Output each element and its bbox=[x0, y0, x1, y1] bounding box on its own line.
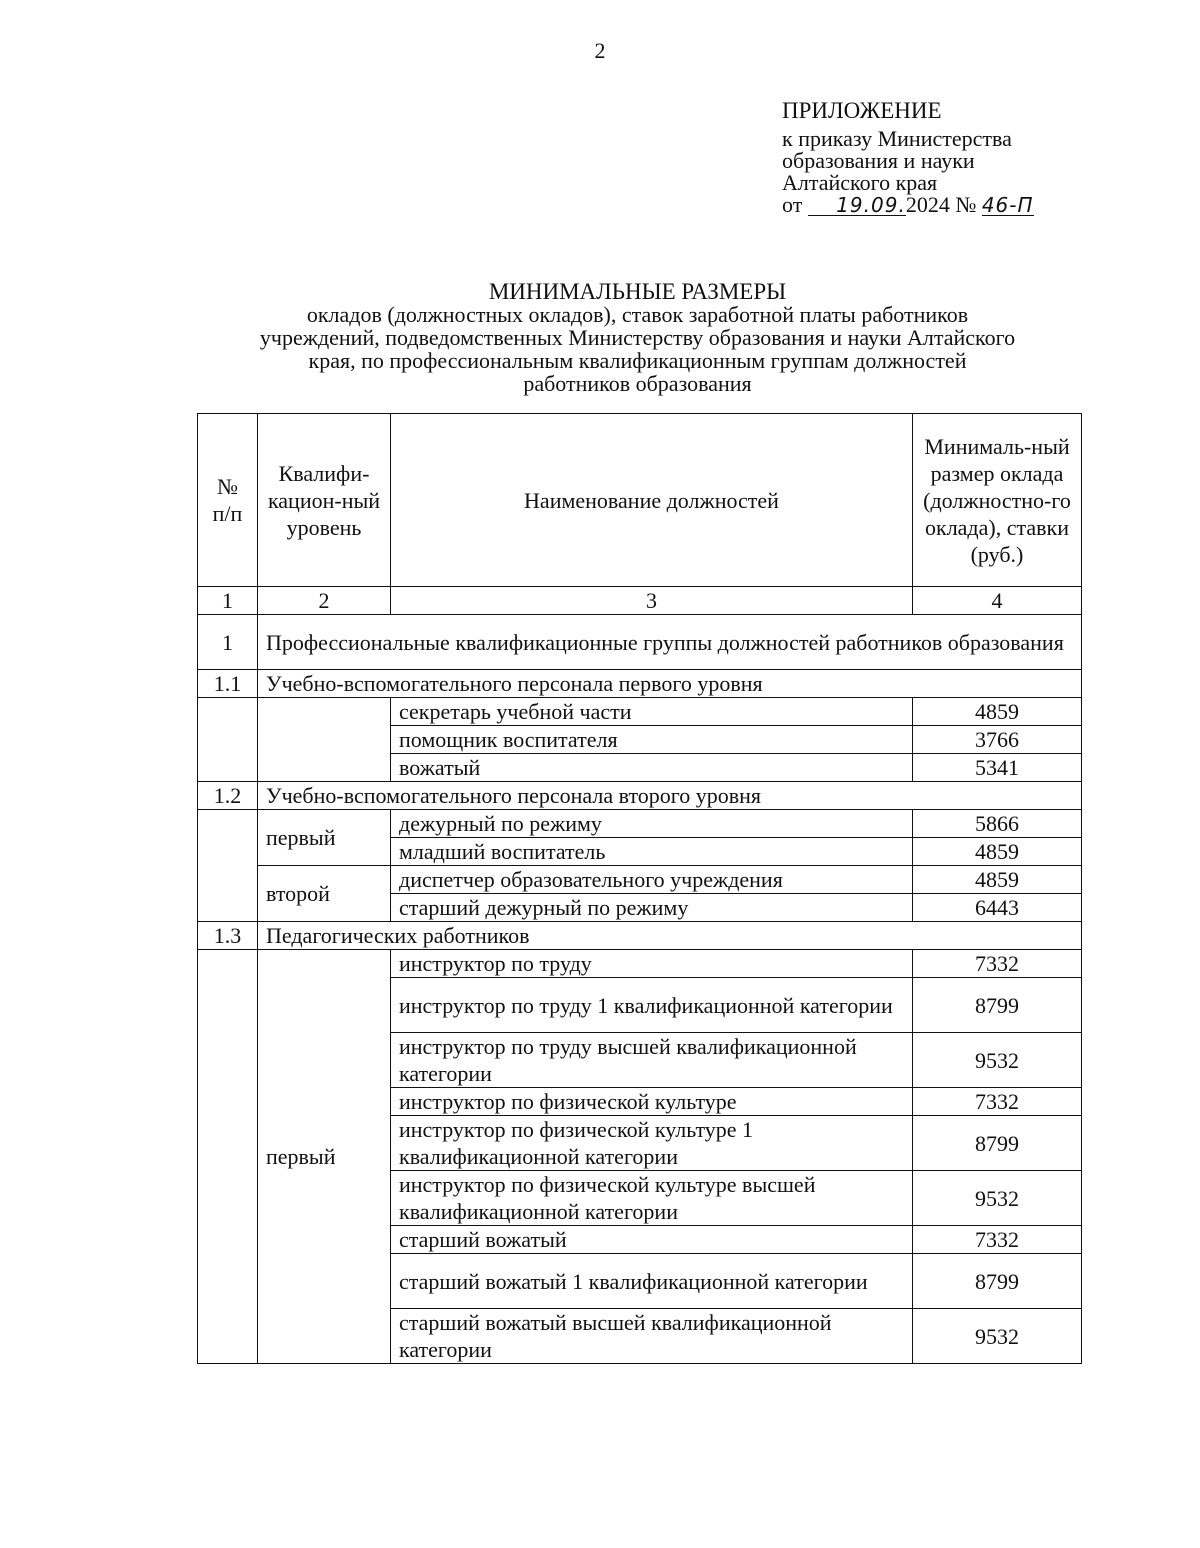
position-cell: диспетчер образовательного учреждения bbox=[391, 866, 913, 894]
position-cell: инструктор по физической культуре высшей квалификационной категории bbox=[391, 1171, 913, 1226]
position-cell: помощник воспитателя bbox=[391, 726, 913, 754]
salary-cell: 4859 bbox=[913, 866, 1082, 894]
salary-cell: 7332 bbox=[913, 950, 1082, 978]
table-header-row bbox=[198, 414, 1082, 587]
date-prefix: от bbox=[782, 192, 803, 217]
empty-level-cell bbox=[258, 698, 391, 782]
section-title: Педагогических работников bbox=[258, 922, 1082, 950]
position-cell: старший дежурный по режиму bbox=[391, 894, 913, 922]
salary-cell: 4859 bbox=[913, 698, 1082, 726]
salary-cell: 6443 bbox=[913, 894, 1082, 922]
group-index: 1 bbox=[198, 615, 258, 670]
table-row bbox=[198, 698, 1082, 726]
title-line: учреждений, подведомственных Министерству образования и науки Алтайского bbox=[259, 325, 1016, 350]
salary-cell: 5341 bbox=[913, 754, 1082, 782]
column-number: 4 bbox=[913, 587, 1082, 615]
salary-cell: 7332 bbox=[913, 1088, 1082, 1116]
column-number: 1 bbox=[198, 587, 258, 615]
salary-cell: 7332 bbox=[913, 1226, 1082, 1254]
header-number: № п/п bbox=[198, 414, 258, 587]
group-title: Профессиональные квалификационные группы должностей работников образования bbox=[258, 615, 1082, 670]
section-row bbox=[198, 922, 1082, 950]
document-title bbox=[180, 280, 1095, 395]
column-number: 3 bbox=[391, 587, 913, 615]
column-number-row bbox=[198, 587, 1082, 615]
position-cell: инструктор по труду bbox=[391, 950, 913, 978]
section-index: 1.3 bbox=[198, 922, 258, 950]
position-cell: инструктор по труду высшей квалификационной категории bbox=[391, 1033, 913, 1088]
appendix-heading: ПРИЛОЖЕНИЕ bbox=[782, 98, 942, 123]
level-cell: второй bbox=[258, 866, 391, 922]
header-level: Квалифи-кацион-ный уровень bbox=[258, 414, 391, 587]
salary-cell: 4859 bbox=[913, 838, 1082, 866]
position-cell: дежурный по режиму bbox=[391, 810, 913, 838]
salary-table bbox=[197, 413, 1082, 1364]
header-salary: Минималь-ный размер оклада (должностно-го оклада), ставки (руб.) bbox=[913, 414, 1082, 587]
position-cell: инструктор по физической культуре 1 квалификационной категории bbox=[391, 1116, 913, 1171]
level-cell: первый bbox=[258, 810, 391, 866]
position-cell: инструктор по физической культуре bbox=[391, 1088, 913, 1116]
position-cell: старший вожатый 1 квалификационной категории bbox=[391, 1254, 913, 1309]
appendix-line: к приказу Министерства bbox=[782, 126, 1012, 151]
level-cell: первый bbox=[258, 950, 391, 1364]
position-cell: инструктор по труду 1 квалификационной категории bbox=[391, 978, 913, 1033]
salary-cell: 8799 bbox=[913, 978, 1082, 1033]
salary-cell: 3766 bbox=[913, 726, 1082, 754]
position-cell: младший воспитатель bbox=[391, 838, 913, 866]
position-cell: вожатый bbox=[391, 754, 913, 782]
salary-cell: 8799 bbox=[913, 1254, 1082, 1309]
salary-cell: 8799 bbox=[913, 1116, 1082, 1171]
handwritten-date: 19.09. bbox=[836, 193, 906, 217]
table-row bbox=[198, 950, 1082, 978]
handwritten-order-number: 46-П bbox=[981, 193, 1034, 217]
date-year: 2024 bbox=[905, 192, 950, 217]
salary-cell: 9532 bbox=[913, 1033, 1082, 1088]
table-row bbox=[198, 866, 1082, 894]
title-line: окладов (должностных окладов), ставок заработной платы работников bbox=[306, 302, 969, 327]
empty-index-cell bbox=[198, 698, 258, 782]
position-cell: секретарь учебной части bbox=[391, 698, 913, 726]
position-cell: старший вожатый bbox=[391, 1226, 913, 1254]
group-row bbox=[198, 615, 1082, 670]
section-row bbox=[198, 782, 1082, 810]
title-line: работников образования bbox=[523, 371, 752, 396]
title-main: МИНИМАЛЬНЫЕ РАЗМЕРЫ bbox=[488, 279, 787, 304]
page-number: 2 bbox=[594, 38, 606, 63]
salary-cell: 9532 bbox=[913, 1171, 1082, 1226]
section-title: Учебно-вспомогательного персонала второго уровня bbox=[258, 782, 1082, 810]
appendix-line: Алтайского края bbox=[782, 170, 938, 195]
section-row bbox=[198, 670, 1082, 698]
column-number: 2 bbox=[258, 587, 391, 615]
empty-index-cell bbox=[198, 810, 258, 922]
title-line: края, по профессиональным квалификационным группам должностей bbox=[308, 348, 967, 373]
section-title: Учебно-вспомогательного персонала первого уровня bbox=[258, 670, 1082, 698]
appendix-date-line bbox=[782, 194, 1112, 216]
table-row bbox=[198, 810, 1082, 838]
position-cell: старший вожатый высшей квалификационной категории bbox=[391, 1309, 913, 1364]
header-position: Наименование должностей bbox=[391, 414, 913, 587]
section-index: 1.1 bbox=[198, 670, 258, 698]
empty-index-cell bbox=[198, 950, 258, 1364]
number-sign: № bbox=[955, 192, 977, 217]
appendix-line: образования и науки bbox=[782, 148, 975, 173]
salary-cell: 5866 bbox=[913, 810, 1082, 838]
section-index: 1.2 bbox=[198, 782, 258, 810]
salary-cell: 9532 bbox=[913, 1309, 1082, 1364]
appendix-block bbox=[782, 100, 1112, 216]
